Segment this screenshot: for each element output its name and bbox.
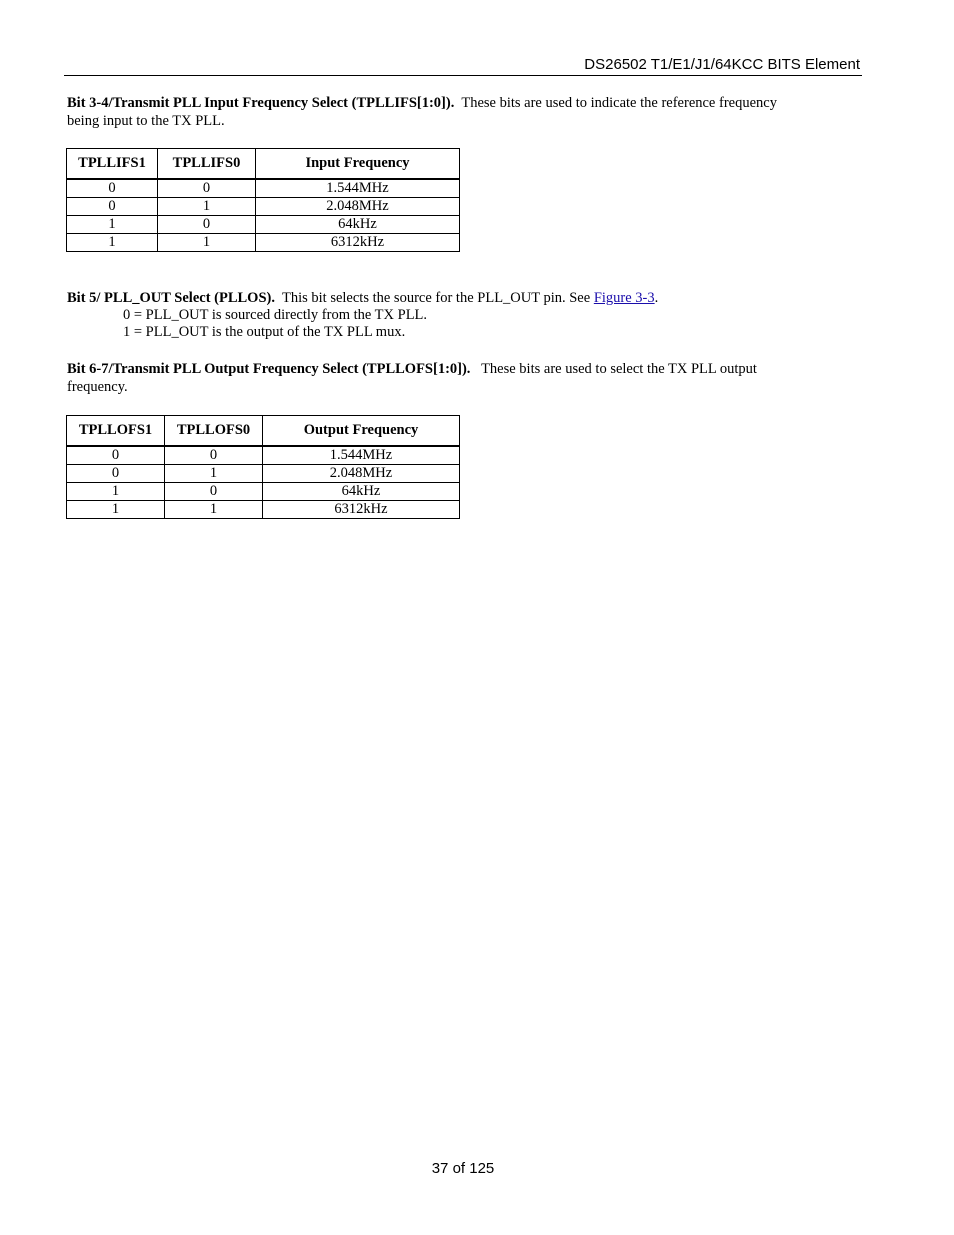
column-header: TPLLIFS1 [67, 149, 158, 180]
table-cell: 6312kHz [256, 234, 460, 252]
table-cell: 0 [165, 446, 263, 465]
section-tpllofs-description [67, 360, 857, 396]
column-header: Input Frequency [256, 149, 460, 180]
table-cell: 0 [67, 198, 158, 216]
table-cell: 1 [67, 483, 165, 501]
tpllofs-table [66, 415, 460, 519]
section-tpllifs-text: These bits are used to indicate the reference frequency [461, 95, 777, 111]
table-cell: 6312kHz [263, 501, 460, 519]
section-tpllofs-text: These bits are used to select the TX PLL output [481, 361, 757, 377]
table-cell: 2.048MHz [263, 465, 460, 483]
pllos-option-0: 0 = PLL_OUT is sourced directly from the TX PLL. [123, 307, 428, 323]
table-cell: 64kHz [263, 483, 460, 501]
column-header: TPLLOFS0 [165, 416, 263, 447]
table-cell: 1 [67, 501, 165, 519]
table-row [67, 465, 460, 483]
tpllifs-table [66, 148, 460, 252]
table-cell: 1 [67, 234, 158, 252]
column-header: TPLLIFS0 [158, 149, 256, 180]
table-header-row [67, 416, 460, 447]
column-header: Output Frequency [263, 416, 460, 447]
header-divider [64, 75, 862, 76]
pllos-option-1: 1 = PLL_OUT is the output of the TX PLL mux. [123, 324, 406, 340]
section-tpllofs-heading: Bit 6-7/Transmit PLL Output Frequency Select (TPLLOFS[1:0]). [67, 361, 471, 377]
table-row [67, 501, 460, 519]
table-cell: 0 [67, 179, 158, 198]
table-cell: 1.544MHz [256, 179, 460, 198]
table-row [67, 179, 460, 198]
table-cell: 0 [165, 483, 263, 501]
section-tpllifs-text-cont: being input to the TX PLL. [67, 113, 225, 129]
table-row [67, 234, 460, 252]
table-row [67, 216, 460, 234]
table-cell: 1.544MHz [263, 446, 460, 465]
table-cell: 0 [67, 446, 165, 465]
figure-3-3-link[interactable]: Figure 3-3 [593, 290, 655, 306]
table-cell: 1 [67, 216, 158, 234]
section-tpllofs-text-cont: frequency. [67, 379, 128, 395]
column-header: TPLLOFS1 [67, 416, 165, 447]
table-cell: 1 [158, 198, 256, 216]
table-row [67, 198, 460, 216]
section-pllos-heading: Bit 5/ PLL_OUT Select (PLLOS). [67, 290, 275, 306]
table-cell: 1 [165, 465, 263, 483]
page-number: 37 of 125 [431, 1160, 495, 1177]
section-pllos-text: This bit selects the source for the PLL_OUT pin. See [281, 290, 594, 306]
section-tpllifs-description [67, 94, 857, 130]
table-row [67, 446, 460, 465]
table-row [67, 483, 460, 501]
table-cell: 2.048MHz [256, 198, 460, 216]
section-tpllifs-heading: Bit 3-4/Transmit PLL Input Frequency Select (TPLLIFS[1:0]). [67, 95, 455, 111]
table-header-row [67, 149, 460, 180]
table-cell: 0 [67, 465, 165, 483]
header-title: DS26502 T1/E1/J1/64KCC BITS Element [584, 56, 860, 73]
table-cell: 1 [158, 234, 256, 252]
section-pllos-text-end: . [654, 290, 659, 306]
table-cell: 0 [158, 216, 256, 234]
section-pllos-description [67, 289, 857, 307]
table-cell: 64kHz [256, 216, 460, 234]
table-cell: 1 [165, 501, 263, 519]
table-cell: 0 [158, 179, 256, 198]
